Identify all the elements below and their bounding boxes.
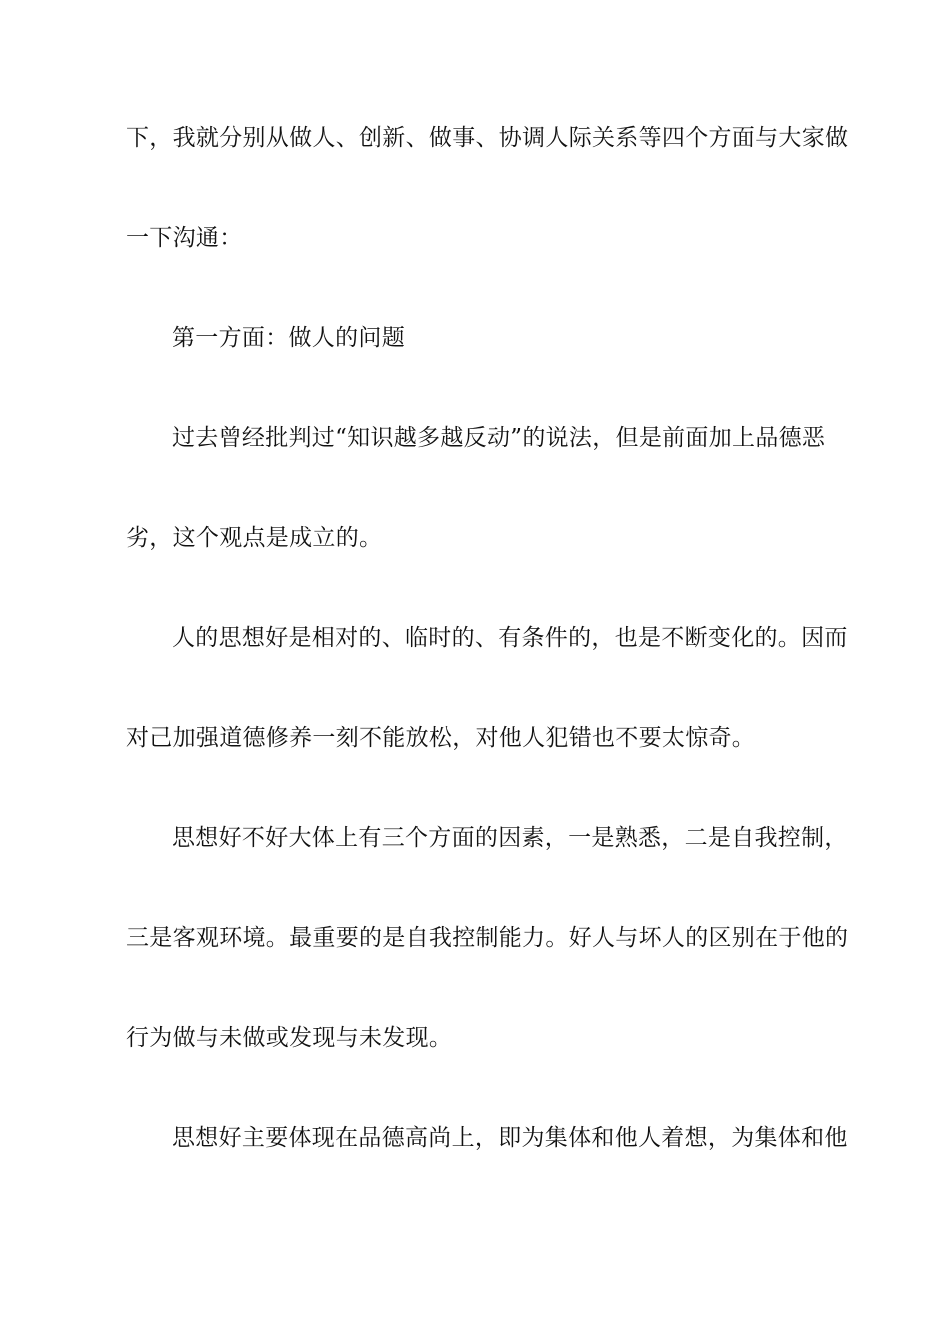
text-line: 行为做与未做或发现与未发现。 (126, 1025, 453, 1051)
text-line: 过去曾经批判过“知识越多越反动”的说法，但是前面加上品德恶 (172, 425, 826, 451)
text-line: 人的思想好是相对的、临时的、有条件的，也是不断变化的。因而 (172, 625, 848, 651)
section-heading: 第一方面：做人的问题 (172, 325, 405, 351)
text-line: 对己加强道德修养一刻不能放松，对他人犯错也不要太惊奇。 (126, 725, 756, 751)
text-line: 思想好不好大体上有三个方面的因素，一是熟悉，二是自我控制， (172, 825, 848, 851)
text-line: 思想好主要体现在品德高尚上，即为集体和他人着想，为集体和他 (172, 1125, 848, 1151)
text-line: 下，我就分别从做人、创新、做事、协调人际关系等四个方面与大家做 (126, 125, 849, 151)
text-line: 劣，这个观点是成立的。 (126, 525, 383, 551)
text-line: 三是客观环境。最重要的是自我控制能力。好人与坏人的区别在于他的 (126, 925, 849, 951)
text-line: 一下沟通： (126, 225, 243, 251)
